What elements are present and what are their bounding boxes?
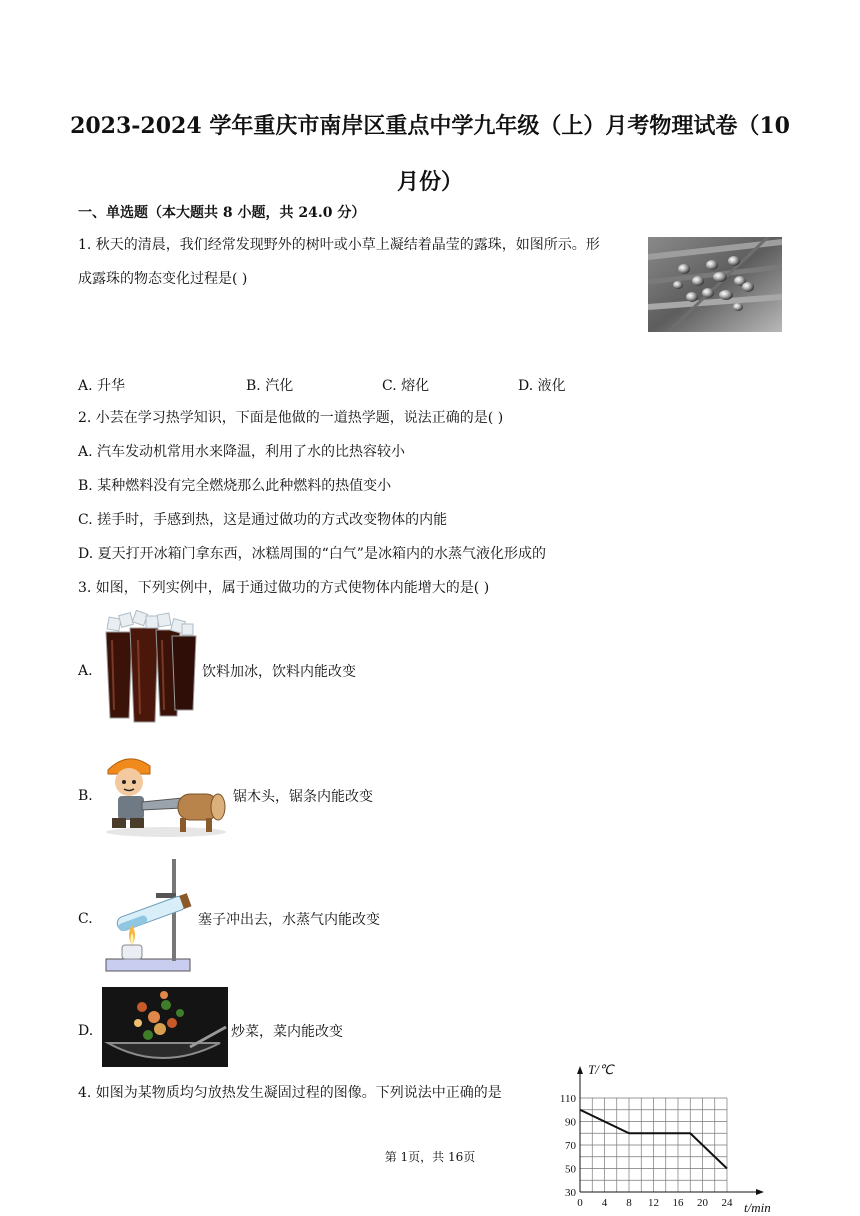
y-tick-label: 50 bbox=[565, 1163, 576, 1176]
q3-option-d-text: 炒菜，菜内能改变 bbox=[231, 1024, 343, 1040]
q1-option-d: D. 液化 bbox=[518, 378, 566, 394]
cola-glasses-image bbox=[102, 610, 200, 725]
q3-option-a-letter: A. bbox=[78, 663, 93, 679]
wok-cooking-icon bbox=[102, 987, 228, 1067]
q1-stem-line1: 1. 秋天的清晨，我们经常发现野外的树叶或小草上凝结着晶莹的露珠，如图所示。形 bbox=[78, 237, 600, 253]
x-axis-arrow bbox=[756, 1189, 764, 1195]
q2-option-d: D. 夏天打开冰箱门拿东西，冰糕周围的“白气”是冰箱内的水蒸气液化形成的 bbox=[78, 546, 546, 562]
paper-title bbox=[70, 98, 790, 210]
cooling-curve-chart bbox=[552, 1062, 792, 1214]
q3-option-b-letter: B. bbox=[78, 788, 93, 804]
x-tick-label: 12 bbox=[648, 1197, 659, 1209]
sawing-wood-image bbox=[102, 748, 230, 838]
q1-option-a: A. 升华 bbox=[78, 378, 126, 394]
stir-fry-image bbox=[102, 987, 228, 1067]
worker-sawing-icon bbox=[102, 748, 230, 838]
q3-option-b-text: 锯木头，锯条内能改变 bbox=[233, 789, 373, 805]
q2-stem: 2. 小芸在学习热学知识，下面是他做的一道热学题，说法正确的是( ) bbox=[78, 410, 504, 426]
title-line-2: 月份） bbox=[396, 169, 463, 195]
q1-option-b: B. 汽化 bbox=[246, 378, 294, 394]
y-tick-label: 70 bbox=[565, 1140, 576, 1152]
x-axis-label: t/min bbox=[744, 1200, 771, 1214]
y-axis-label: T/℃ bbox=[588, 1062, 614, 1077]
y-tick-label: 110 bbox=[559, 1093, 576, 1105]
x-tick-label: 20 bbox=[697, 1197, 708, 1209]
q3-option-d-letter: D. bbox=[78, 1023, 94, 1039]
section-heading: 一、单选题（本大题共 8 小题，共 24.0 分） bbox=[78, 205, 366, 221]
x-tick-label: 4 bbox=[601, 1197, 608, 1209]
test-tube-apparatus-image bbox=[102, 855, 198, 975]
y-axis-arrow bbox=[577, 1066, 583, 1074]
dew-drops-illustration bbox=[648, 237, 782, 332]
heating-test-tube-icon bbox=[102, 855, 198, 975]
q3-option-a-text: 饮料加冰，饮料内能改变 bbox=[202, 664, 356, 680]
q3-option-c-text: 塞子冲出去，水蒸气内能改变 bbox=[198, 912, 380, 928]
chart-grid bbox=[580, 1098, 727, 1192]
q4-stem: 4. 如图为某物质均匀放热发生凝固过程的图像。下列说法中正确的是 bbox=[78, 1085, 502, 1101]
x-tick-label: 16 bbox=[672, 1197, 684, 1209]
q3-option-c-letter: C. bbox=[78, 911, 93, 927]
x-tick-label: 0 bbox=[577, 1197, 583, 1209]
q1-stem-line2: 成露珠的物态变化过程是( ) bbox=[78, 271, 248, 287]
y-tick-label: 90 bbox=[565, 1116, 576, 1129]
chart-axis-labels bbox=[588, 1062, 771, 1214]
chart-axes bbox=[577, 1066, 764, 1195]
page-footer: 第 1页，共 16页 bbox=[384, 1150, 476, 1164]
x-tick-label: 8 bbox=[626, 1197, 632, 1209]
y-tick-label: 30 bbox=[565, 1187, 576, 1199]
x-tick-label: 24 bbox=[721, 1197, 733, 1209]
q2-option-c: C. 搓手时，手感到热，这是通过做功的方式改变物体的内能 bbox=[78, 512, 448, 528]
q3-stem: 3. 如图，下列实例中，属于通过做功的方式使物体内能增大的是( ) bbox=[78, 580, 490, 596]
dew-photo bbox=[648, 237, 782, 332]
cola-glasses-icon bbox=[102, 610, 200, 725]
q1-option-c: C. 熔化 bbox=[382, 378, 430, 394]
title-line-1: 2023-2024 学年重庆市南岸区重点中学九年级（上）月考物理试卷（10 bbox=[70, 113, 790, 139]
q2-option-b: B. 某种燃料没有完全燃烧那么此种燃料的热值变小 bbox=[78, 478, 392, 494]
q2-option-a: A. 汽车发动机常用水来降温，利用了水的比热容较小 bbox=[78, 444, 406, 460]
